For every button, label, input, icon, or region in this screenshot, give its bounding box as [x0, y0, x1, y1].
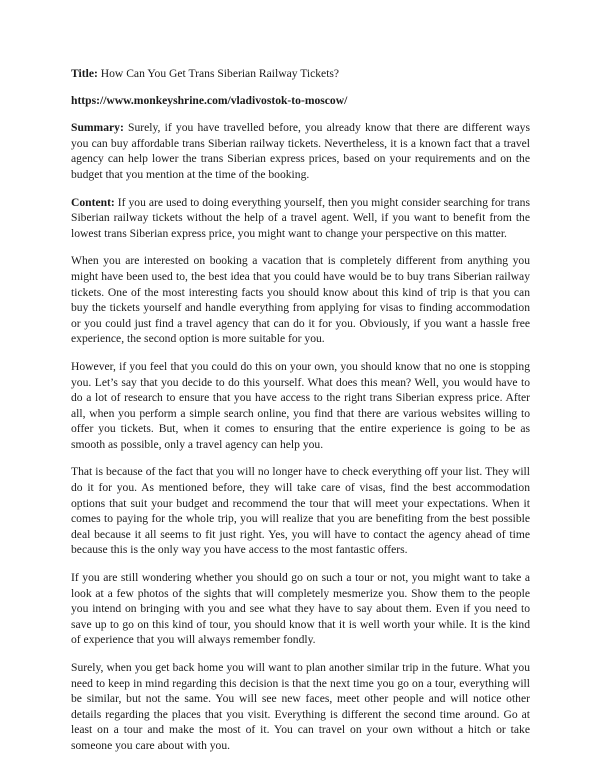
body-paragraph-2: However, if you feel that you could do this on your own, you should know that no one is stopping you. Let’s say that you decide to do this yourself. What does this mean? Well, you would have to do a lot of research to ensure that you have access to the right trans Siberian express price. After all, when you perform a simple search online, you find that there are various websites willing to offer you tickets. But, when it comes to ensuring that the entire experience is going to be as smooth as possible, only a travel agency can help you. — [71, 359, 530, 451]
body-paragraph-3: That is because of the fact that you will no longer have to check everything off your list. They will do it for you. As mentioned before, they will take care of visas, find the best accommodation options that suit your budget and recommend the tour that will meet your expectations. When it comes to paying for the whole trip, you will realize that you are benefiting from the best possible deal because it all seems to fit just right. Yes, you will have to contact the agency ahead of time because this is the only way you have access to the most fantastic offers. — [71, 465, 530, 557]
body-paragraph-1: When you are interested on booking a vacation that is completely different from anything you might have been used to, the best idea that you could have would be to buy trans Siberian railway tickets. One of the most interesting facts you should know about this kind of trip is that you can buy the tickets yourself and handle everything from applying for visas to finding accommodation or you could just find a travel agency that can do it for you. Obviously, if you want a hassle free experience, the second option is more suitable for you. — [71, 254, 530, 346]
title-line — [71, 66, 530, 82]
title-label: Title: — [71, 67, 98, 80]
source-url: https://www.monkeyshrine.com/vladivostok-to-moscow/ — [71, 93, 348, 107]
content-paragraph — [71, 195, 530, 242]
body-paragraph-5: Surely, when you get back home you will want to plan another similar trip in the future. What you need to keep in mind regarding this decision is that the next time you go on a tour, everything will be similar, but not the same. You will see new faces, meet other people and will notice other details regarding the places that you visit. Everything is different the second time around. Go at least on a tour and make the most of it. You can travel on your own without a hitch or take someone you care about with you. — [71, 661, 530, 752]
summary-label: Summary: — [71, 121, 124, 135]
body-paragraph-4: If you are still wondering whether you should go on such a tour or not, you might want to take a look at a few photos of the sights that will completely mesmerize you. Show them to the people you intend on bringing with you and see what they have to say about them. Even if you need to save up to go on this kind of tour, you should know that it is well worth your while. It is the kind of experience that you will always remember fondly. — [71, 571, 530, 647]
summary-text: Surely, if you have travelled before, you already know that there are different ways you can buy affordable trans Siberian railway tickets. Nevertheless, it is a known fact that a travel agency can help lower the trans Siberian express prices, based on your requirements and on the budget that you mention at the time of the booking. — [71, 121, 530, 181]
content-label: Content: — [71, 195, 115, 209]
summary-paragraph — [71, 120, 530, 182]
content-text: If you are used to doing everything yourself, then you might consider searching for trans Siberian railway tickets without the help of a travel agent. Well, if you want to benefit from the lowest trans Siberian express price, you might want to change your perspective on this matter. — [71, 195, 530, 240]
document-title: How Can You Get Trans Siberian Railway Tickets? — [100, 67, 340, 80]
url-line — [71, 93, 530, 109]
